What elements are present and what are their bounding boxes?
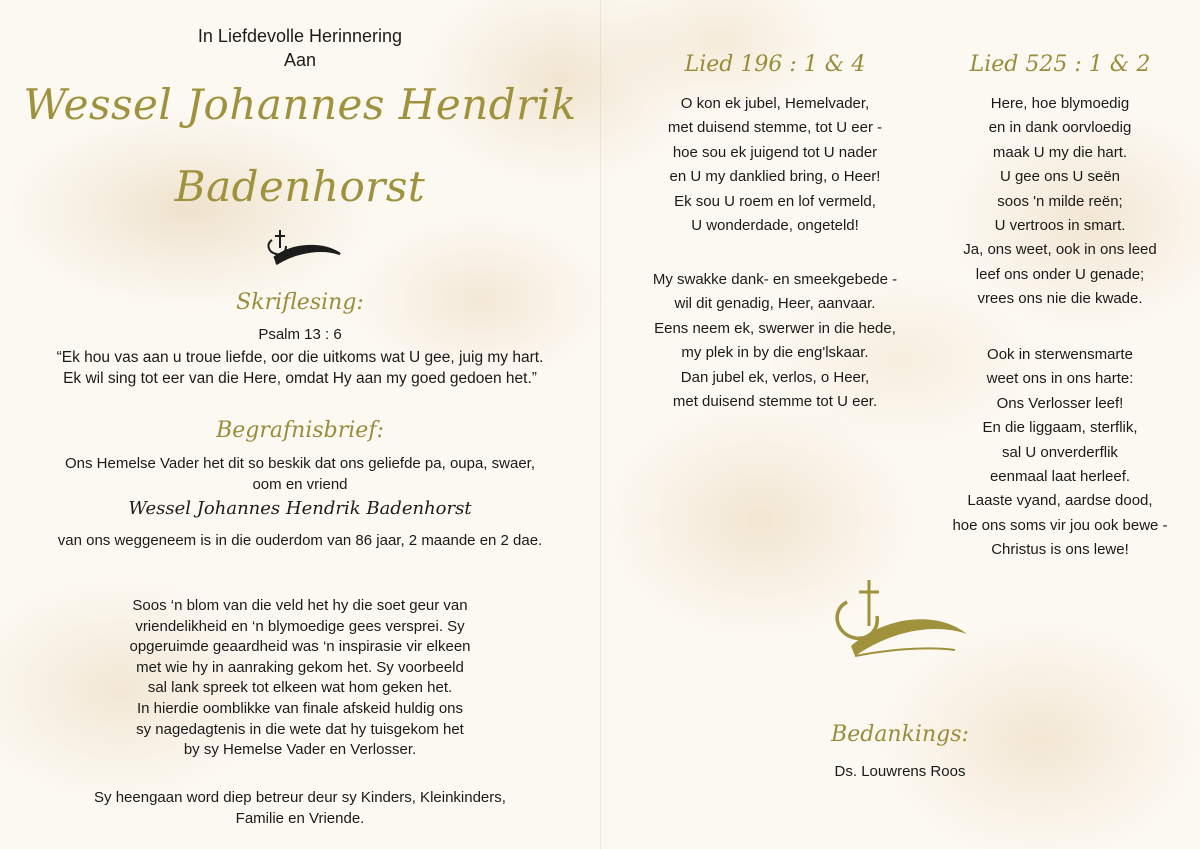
- letter-intro-line: Ons Hemelse Vader het dit so beskik dat ons geliefde pa, oupa, swaer,: [65, 455, 535, 472]
- tribute-line: In hierdie oomblikke van finale afskeid huldig ons: [136, 699, 464, 717]
- tribute-line: by sy Hemelse Vader en Verlosser.: [183, 741, 417, 759]
- hymn-525-verse-2: [920, 343, 1200, 563]
- verse-line: U gee ons U seën: [999, 168, 1121, 186]
- right-panel: [600, 0, 1200, 849]
- letter-intro: [0, 454, 600, 495]
- verse-line: Ons Verlosser leef!: [996, 394, 1124, 412]
- tribute-line: opgeruimde geaardheid was ‘n inspirasie vir elkeen: [129, 638, 471, 656]
- scripture-line: Ek wil sing tot eer van die Here, omdat Hy aan my goed gedoen het.”: [63, 370, 537, 387]
- verse-line: Christus is ons lewe!: [991, 541, 1129, 559]
- letter-intro-line: oom en vriend: [252, 475, 348, 493]
- verse-line: my plek in by die eng'lskaar.: [681, 344, 869, 362]
- verse-line: hoe sou ek juigend tot U nader: [672, 143, 878, 161]
- tribute-line: sy nagedagtenis in die wete dat hy tuisgekom het: [136, 720, 464, 738]
- tribute-line: Soos ‘n blom van die veld het hy die soet geur van: [132, 597, 468, 614]
- verse-line: Ook in sterwensmarte: [987, 346, 1133, 363]
- verse-line: eenmaal laat herleef.: [989, 468, 1131, 486]
- scripture-heading: Skriflesing:: [236, 290, 364, 315]
- scripture-reference: Psalm 13 : 6: [258, 326, 342, 343]
- tribute-line: sal lank spreek tot elkeen wat hom geken het.: [147, 679, 453, 697]
- verse-line: Laaste vyand, aardse dood,: [967, 492, 1153, 510]
- tribute-line: vriendelikheid en ‘n blymoedige gees versprei. Sy: [135, 617, 465, 635]
- letter-heading: Begrafnisbrief:: [216, 418, 384, 443]
- verse-line: soos 'n milde reën;: [997, 192, 1123, 210]
- hymn-196-title: Lied 196 : 1 & 4: [684, 52, 866, 77]
- mourners-line: Familie en Vriende.: [235, 809, 365, 827]
- scripture-text: [10, 347, 590, 389]
- verse-line: en in dank oorvloedig: [988, 119, 1132, 137]
- mourners-line: Sy heengaan word diep betreur deur sy Kinders, Kleinkinders,: [94, 789, 506, 806]
- letter-name: Wessel Johannes Hendrik Badenhorst: [128, 498, 472, 519]
- intro-line: In Liefdevolle Herinnering: [197, 26, 403, 46]
- thanks-name: Ds. Louwrens Roos: [834, 763, 966, 780]
- deceased-name-line2: Badenhorst: [174, 162, 426, 211]
- intro-block: [0, 24, 600, 72]
- hymn-525-title: Lied 525 : 1 & 2: [969, 52, 1151, 77]
- verse-line: met duisend stemme, tot U eer -: [667, 119, 883, 137]
- hymn-196-verse-1: [600, 92, 950, 238]
- verse-line: Dan jubel ek, verlos, o Heer,: [680, 368, 870, 386]
- verse-line: Eens neem ek, swerwer in die hede,: [654, 319, 896, 337]
- verse-line: Here, hoe blymoedig: [990, 95, 1130, 112]
- verse-line: O kon ek jubel, Hemelvader,: [680, 95, 870, 112]
- verse-line: vrees ons nie die kwade.: [977, 290, 1143, 308]
- verse-line: en U my danklied bring, o Heer!: [669, 168, 881, 186]
- verse-line: U wonderdade, ongeteld!: [691, 217, 859, 235]
- verse-line: hoe ons soms vir jou ook bewe -: [952, 516, 1168, 534]
- cross-heart-swirl-icon: [262, 226, 344, 270]
- deceased-name-line1: Wessel Johannes Hendrik: [23, 80, 577, 129]
- thanks-heading: Bedankings:: [831, 722, 969, 747]
- verse-line: maak U my die hart.: [992, 143, 1128, 161]
- tribute-paragraph: [0, 596, 600, 761]
- verse-line: My swakke dank- en smeekgebede -: [652, 271, 898, 288]
- cross-heart-swirl-icon: [825, 576, 970, 676]
- verse-line: Ek sou U roem en lof vermeld,: [674, 192, 876, 210]
- verse-line: weet ons in ons harte:: [986, 370, 1134, 388]
- hymn-196-verse-2: [600, 268, 950, 414]
- letter-age: van ons weggeneem is in die ouderdom van 86 jaar, 2 maande en 2 dae.: [57, 532, 543, 549]
- intro-line: Aan: [283, 50, 317, 70]
- mourners-paragraph: [0, 788, 600, 829]
- verse-line: wil dit genadig, Heer, aanvaar.: [674, 295, 876, 313]
- verse-line: Ja, ons weet, ook in ons leed: [963, 241, 1157, 259]
- verse-line: met duisend stemme tot U eer.: [672, 393, 878, 411]
- verse-line: sal U onverderflik: [1002, 443, 1118, 461]
- scripture-line: “Ek hou vas aan u troue liefde, oor die uitkoms wat U gee, juig my hart.: [56, 349, 544, 366]
- verse-line: En die liggaam, sterflik,: [982, 419, 1138, 437]
- verse-line: U vertroos in smart.: [994, 217, 1126, 235]
- tribute-line: met wie hy in aanraking gekom het. Sy voorbeeld: [136, 658, 464, 676]
- verse-line: leef ons onder U genade;: [975, 265, 1145, 283]
- hymn-525-verse-1: [920, 92, 1200, 312]
